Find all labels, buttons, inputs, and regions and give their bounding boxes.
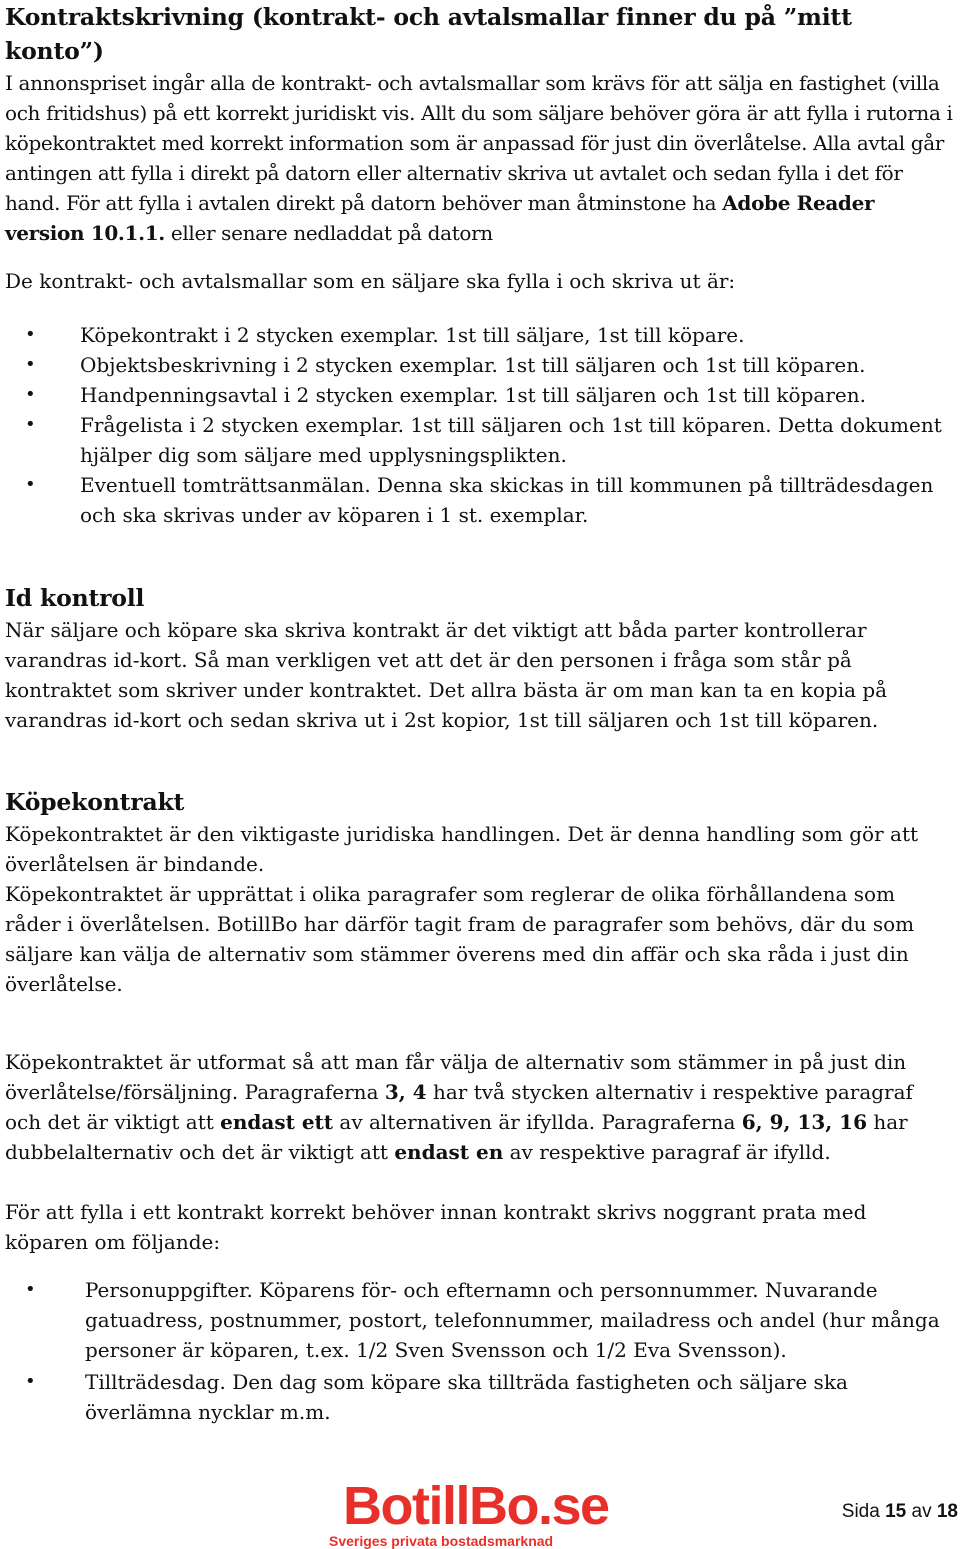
text-run: Köpekontraktet är utformat så att man får välja de alternativ som stämmer in på just din överlåtelse/försäljning. Paragraferna [5, 1050, 907, 1104]
logo-tagline: Sveriges privata bostadsmarknad [329, 1533, 554, 1549]
contract-paragraph-4: För att fylla i ett kontrakt korrekt behöver innan kontrakt skrivs noggrant prata med köparen om följande: [5, 1200, 867, 1254]
list-item: • Objektsbeskrivning i 2 stycken exemplar. 1st till säljaren och 1st till köparen. [5, 350, 955, 380]
section-contract-writing [5, 0, 955, 530]
templates-lead: De kontrakt- och avtalsmallar som en säljare ska fylla i och skriva ut är: [5, 269, 736, 293]
logo-text: BotillBo.se [343, 1476, 609, 1536]
text-run: har dubbelalternativ och det är viktigt att [5, 1110, 908, 1164]
list-item: • Frågelista i 2 stycken exemplar. 1st till säljaren och 1st till köparen. Detta dokument hjälper dig som säljare med upplysningsplikten. [5, 410, 955, 470]
page-label-of: av [906, 1501, 937, 1522]
list-item: • Köpekontrakt i 2 stycken exemplar. 1st till säljare, 1st till köpare. [5, 320, 955, 350]
paragraph-numbers: 3, 4 [384, 1080, 427, 1104]
emphasis: endast ett [220, 1110, 334, 1134]
page-footer [0, 1472, 960, 1549]
page-label: Sida [841, 1501, 886, 1522]
list-item: • Eventuell tomträttsanmälan. Denna ska skickas in till kommunen på tillträdesdagen och ska skrivas under av köparen i 1 st. exemplar. [5, 470, 955, 530]
list-item: • Handpenningsavtal i 2 stycken exemplar. 1st till säljaren och 1st till köparen. [5, 380, 955, 410]
current-page: 15 [885, 1501, 907, 1522]
list-item: • Personuppgifter. Köparens för- och efternamn och personnummer. Nuvarande gatuadress, postnummer, postort, telefonnummer, mailadress och andel (hur många personer är köparen, t.ex. 1/2 Sven Svensson och 1/2 Eva Svensson). [5, 1275, 955, 1365]
templates-list [5, 320, 955, 530]
id-check-paragraph: När säljare och köpare ska skriva kontrakt är det viktigt att båda parter kontrollerar varandras id-kort. Så man verkligen vet att det är den personen i fråga som står på kontraktet som skriver under kontraktet. Det allra bästa är om man kan ta en kopia på varandras id-kort och sedan skriva ut i 2st kopior, 1st till säljaren och 1st till köparen. [5, 618, 888, 732]
botillbo-logo [329, 1476, 609, 1549]
document-page [5, 0, 955, 1427]
contract-paragraph-2: Köpekontraktet är upprättat i olika paragrafer som reglerar de olika förhållandena som råder i överlåtelsen. BotillBo har därför tagit fram de paragrafer som behövs, där du som säljare kan välja de alternativ som stämmer överens med din affär och ska råda i just din överlåtelse. [5, 882, 915, 996]
intro-text: I annonspriset ingår alla de kontrakt- och avtalsmallar som krävs för att sälja en fastighet (villa och fritidshus) på ett korrekt juridiskt vis. Allt du som säljare behöver göra är att fylla i rutorna i köpekontraktet med korrekt information som är anpassad för just din överlåtelse. Alla avtal går antingen att fylla i direkt på datorn eller alternativ skriva ut avtalet och sedan fylla i det för hand. För att fylla i avtalen direkt på datorn behöver man åtminstone ha [5, 71, 953, 215]
buyer-info-list [5, 1275, 955, 1427]
intro-text-end: eller senare nedladdat på datorn [164, 221, 493, 245]
section-heading: Köpekontrakt [5, 788, 185, 816]
text-run: har två stycken alternativ i respektive paragraf och det är viktigt att [5, 1080, 913, 1134]
section-heading: Id kontroll [5, 584, 145, 612]
list-item: • Tillträdesdag. Den dag som köpare ska tillträda fastigheten och säljare ska överlämna nycklar m.m. [5, 1367, 955, 1427]
text-run: av respektive paragraf är ifylld. [503, 1140, 831, 1164]
section-id-check [5, 581, 955, 735]
emphasis: endast en [394, 1140, 504, 1164]
total-pages: 18 [936, 1501, 958, 1522]
section-heading: Kontraktskrivning (kontrakt- och avtalsmallar finner du på ”mitt konto”) [5, 3, 852, 65]
section-purchase-contract [5, 785, 955, 1427]
page-number [842, 1500, 958, 1524]
contract-paragraph-1: Köpekontraktet är den viktigaste juridiska handlingen. Det är denna handling som gör att överlåtelsen är bindande. [5, 822, 919, 876]
paragraph-numbers: 6, 9, 13, 16 [741, 1110, 868, 1134]
software-requirement: Adobe Reader version 10.1.1. [5, 191, 875, 245]
text-run: av alternativen är ifyllda. Paragraferna [333, 1110, 742, 1134]
contract-paragraph-3 [5, 1047, 955, 1167]
intro-paragraph [5, 68, 955, 248]
